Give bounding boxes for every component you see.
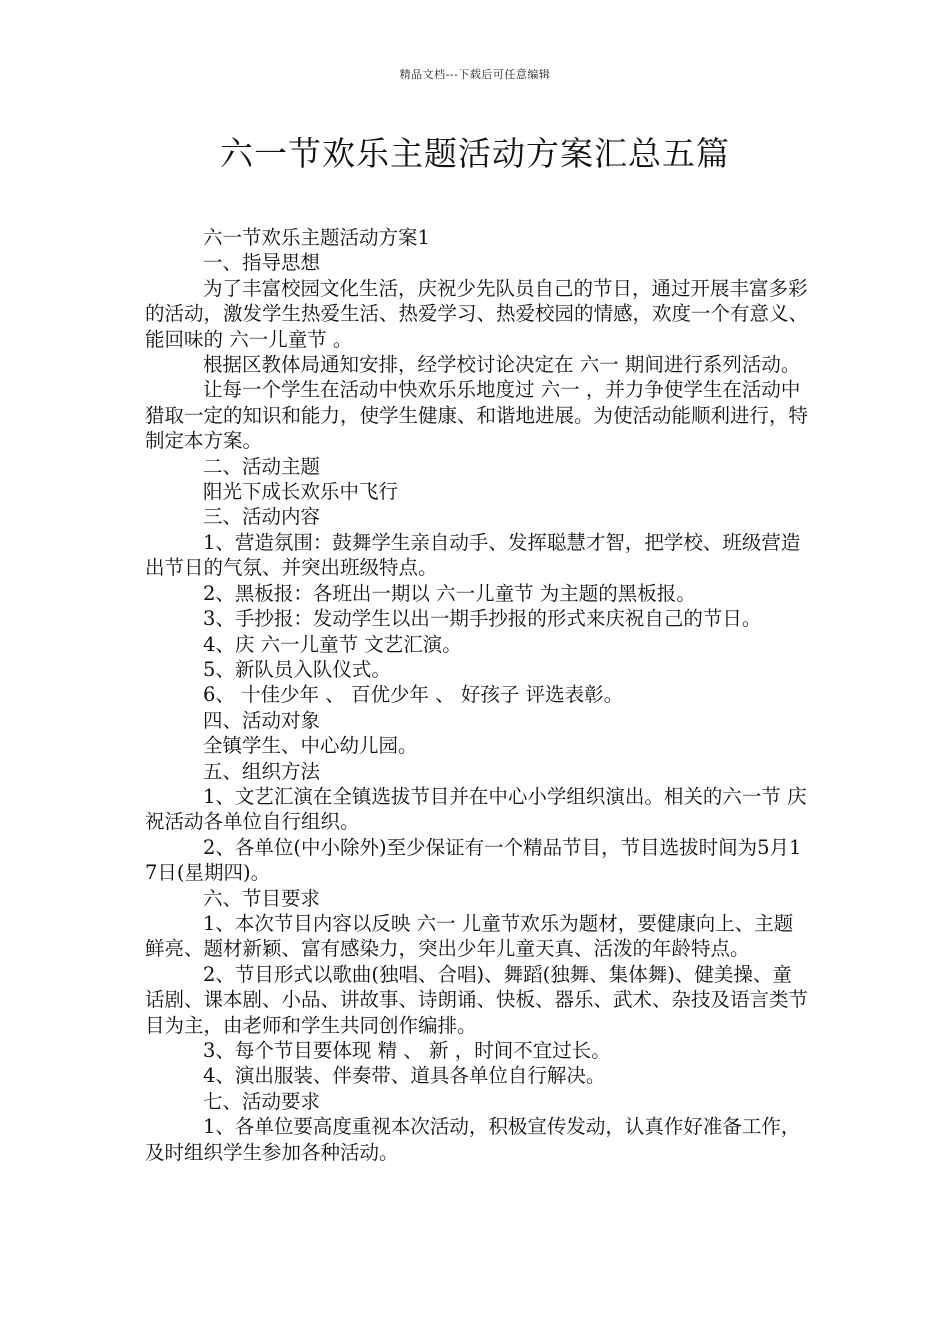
- section-heading-theme: 二、活动主题: [203, 454, 321, 478]
- document-body: [145, 225, 810, 1165]
- paragraph: 全镇学生、中心幼儿园。: [203, 734, 418, 758]
- header-note: 精品文档---下载后可任意编辑: [399, 68, 551, 81]
- paragraph: 为了丰富校园文化生活，庆祝少先队员自己的节日，通过开展丰富多彩的活动，激发学生热爱生活、热爱学习、热爱校园的情感，欢度一个有意义、能回味的 六一儿童节 。: [145, 276, 809, 351]
- section-heading-content: 三、活动内容: [203, 505, 321, 529]
- list-item: 1、营造氛围：鼓舞学生亲自动手、发挥聪慧才智，把学校、班级营造出节日的气氛、并突出班级特点。: [145, 530, 801, 580]
- list-item: 2、各单位(中小除外)至少保证有一个精品节目，节目选拔时间为5月17日(星期四)。: [145, 835, 802, 885]
- list-item: 2、节目形式以歌曲(独唱、合唱)、舞蹈(独舞、集体舞)、健美操、童话剧、课本剧、小品、讲故事、诗朗诵、快板、器乐、武术、杂技及语言类节目为主，由老师和学生共同创作编排。: [145, 962, 809, 1037]
- list-item: 1、本次节目内容以反映 六一 儿童节欢乐为题材，要健康向上、主题鲜亮、题材新颖、富有感染力，突出少年儿童天真、活泼的年龄特点。: [145, 911, 794, 961]
- section-heading-program-requirements: 六、节目要求: [203, 886, 321, 910]
- list-item: 1、文艺汇演在全镇选拔节目并在中心小学组织演出。相关的六一节 庆祝活动各单位自行组织。: [145, 784, 807, 834]
- paragraph: 根据区教体局通知安排，经学校讨论决定在 六一 期间进行系列活动。: [203, 353, 801, 377]
- section-heading-guiding-ideology: 一、指导思想: [203, 251, 321, 275]
- list-item: 1、各单位要高度重视本次活动，积极宣传发动，认真作好准备工作，及时组织学生参加各种活动。: [145, 1115, 801, 1164]
- list-item: 6、 十佳少年 、 百优少年 、 好孩子 评选表彰。: [203, 683, 624, 707]
- list-item: 4、庆 六一儿童节 文艺汇演。: [203, 632, 462, 656]
- list-item: 5、新队员入队仪式。: [203, 657, 391, 681]
- plan-heading: 六一节欢乐主题活动方案1: [203, 226, 430, 249]
- list-item: 3、手抄报：发动学生以出一期手抄报的形式来庆祝自己的节日。: [203, 607, 762, 631]
- paragraph: 让每一个学生在活动中快欢乐乐地度过 六一 ，并力争使学生在活动中猎取一定的知识和能力，使学生健康、和谐地进展。为使活动能顺利进行，特制定本方案。: [145, 378, 809, 453]
- list-item: 2、黑板报：各班出一期以 六一儿童节 为主题的黑板报。: [203, 581, 696, 605]
- section-heading-organization: 五、组织方法: [203, 759, 321, 783]
- list-item: 4、演出服装、伴奏带、道具各单位自行解决。: [203, 1064, 606, 1088]
- paragraph: 阳光下成长欢乐中飞行: [203, 480, 399, 504]
- document-title: 六一节欢乐主题活动方案汇总五篇: [220, 134, 730, 173]
- section-heading-activity-requirements: 七、活动要求: [203, 1089, 321, 1113]
- list-item: 3、每个节目要体现 精 、 新 ，时间不宜过长。: [203, 1039, 611, 1062]
- section-heading-audience: 四、活动对象: [203, 708, 321, 732]
